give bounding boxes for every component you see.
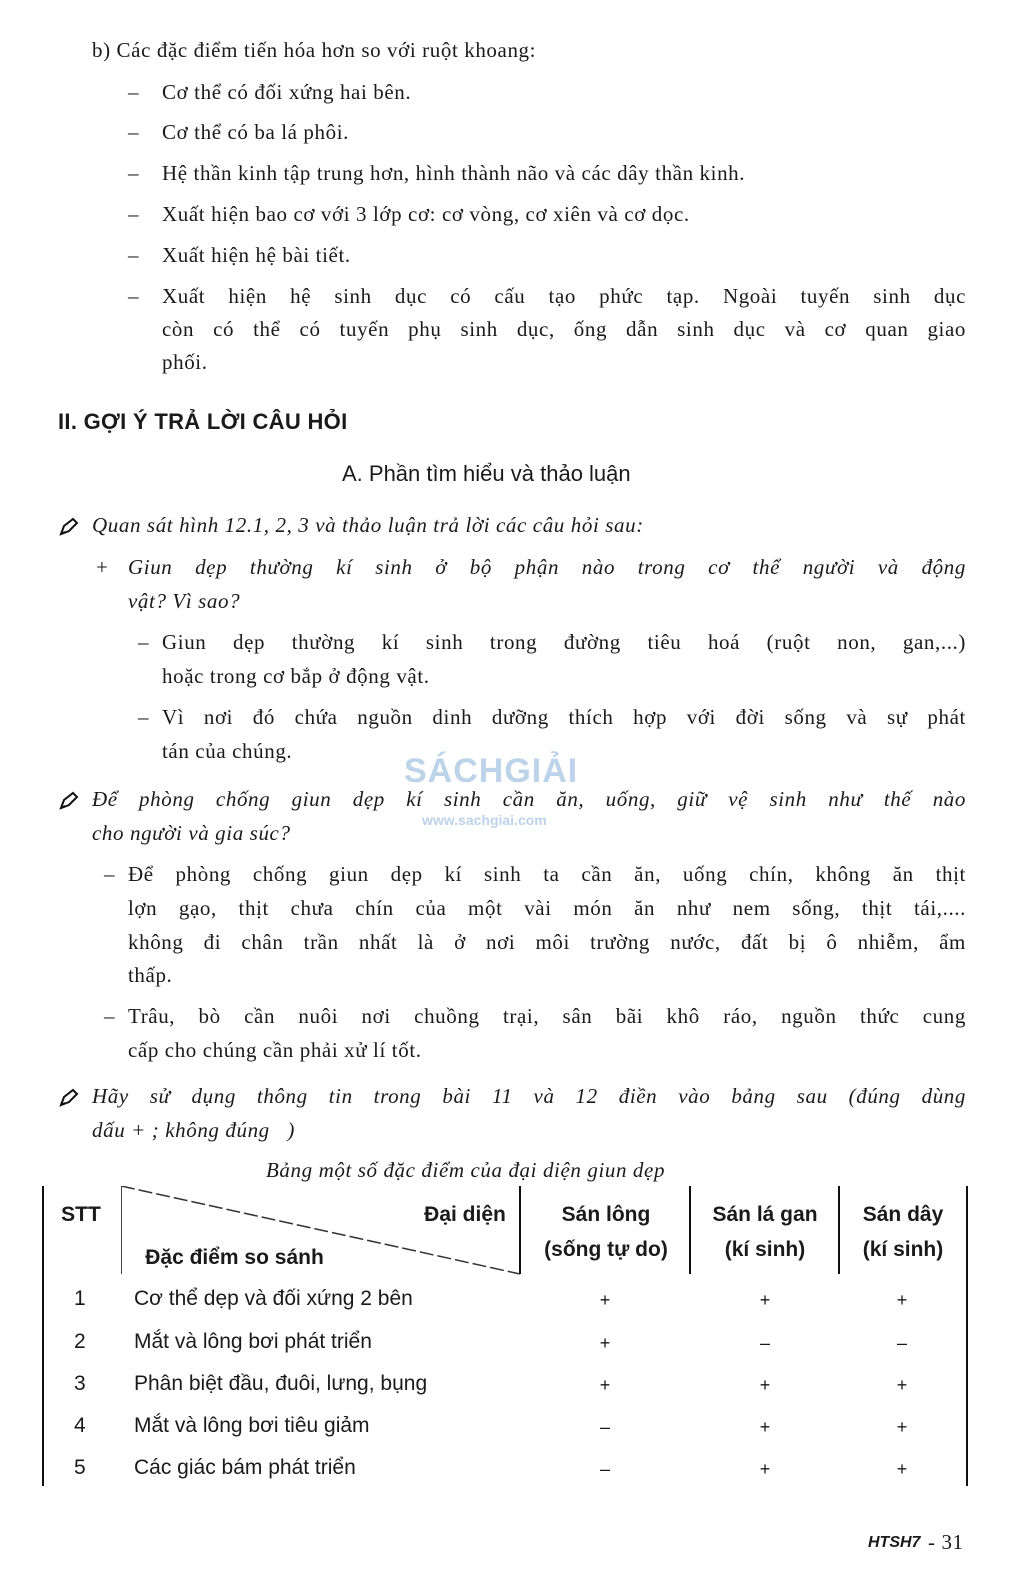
row-stt: 4 bbox=[74, 1414, 86, 1437]
answer-line: không đi chân trần nhất là ở nơi môi trường nước, đất bị ô nhiễm, ẩm bbox=[128, 930, 966, 954]
list-item: Cơ thể có đối xứng hai bên. bbox=[162, 80, 412, 104]
row-mark: + bbox=[896, 1290, 908, 1310]
section-subheading: A. Phần tìm hiểu và thảo luận bbox=[342, 461, 631, 486]
question-text: Quan sát hình 12.1, 2, 3 và thảo luận trả lời các câu hỏi sau: bbox=[92, 513, 644, 537]
row-mark: + bbox=[599, 1375, 611, 1395]
answer-line: thấp. bbox=[128, 963, 173, 987]
answer-line: tán của chúng. bbox=[162, 739, 293, 763]
pencil-icon bbox=[58, 516, 80, 538]
row-mark: + bbox=[599, 1290, 611, 1310]
plus-bullet: + bbox=[96, 555, 109, 579]
list-item-line: còn có thể có tuyến phụ sinh dục, ống dẫn sinh dục và cơ quan giao bbox=[162, 317, 966, 341]
page-number: - 31 bbox=[928, 1530, 964, 1554]
header-san-day: Sán dây bbox=[862, 1203, 944, 1226]
question-line: Để phòng chống giun dẹp kí sinh cần ăn, uống, giữ vệ sinh như thế nào bbox=[92, 787, 966, 811]
header-dac-diem: Đặc điểm so sánh bbox=[145, 1246, 324, 1269]
row-mark: + bbox=[896, 1375, 908, 1395]
section-b-intro: b) Các đặc điểm tiến hóa hơn so với ruột khoang: bbox=[92, 38, 537, 62]
pencil-icon bbox=[58, 790, 80, 812]
bullet-dash: – bbox=[128, 243, 139, 267]
row-mark: + bbox=[759, 1290, 771, 1310]
list-item: Xuất hiện hệ bài tiết. bbox=[162, 243, 351, 267]
answer-line: Vì nơi đó chứa nguồn dinh dưỡng thích hợp với đời sống và sự phát bbox=[162, 705, 966, 729]
table-col-divider bbox=[689, 1186, 691, 1274]
bullet-dash: – bbox=[138, 705, 149, 729]
row-feature: Mắt và lông bơi tiêu giảm bbox=[134, 1414, 370, 1437]
header-san-la-gan: Sán lá gan bbox=[712, 1203, 818, 1226]
list-item-line: phối. bbox=[162, 350, 208, 374]
row-mark: + bbox=[759, 1459, 771, 1479]
pencil-icon bbox=[58, 1087, 80, 1109]
row-mark: – bbox=[599, 1417, 610, 1437]
answer-line: cấp cho chúng cần phải xử lí tốt. bbox=[128, 1038, 422, 1062]
row-mark: – bbox=[759, 1333, 770, 1353]
question-line: dấu + ; không đúng ) bbox=[92, 1118, 295, 1142]
answer-line: Giun dẹp thường kí sinh trong đường tiêu hoá (ruột non, gan,...) bbox=[162, 630, 966, 654]
bullet-dash: – bbox=[128, 284, 139, 308]
header-san-long-note: (sống tự do) bbox=[544, 1238, 668, 1261]
header-san-day-note: (kí sinh) bbox=[862, 1238, 944, 1261]
bullet-dash: – bbox=[128, 202, 139, 226]
sub-question-line: vật? Vì sao? bbox=[128, 589, 241, 613]
answer-line: Trâu, bò cần nuôi nơi chuồng trại, sân bãi khô ráo, nguồn thức cung bbox=[128, 1004, 966, 1028]
list-item: Hệ thần kinh tập trung hơn, hình thành não và các dây thần kinh. bbox=[162, 161, 746, 185]
row-stt: 5 bbox=[74, 1456, 86, 1479]
row-feature: Cơ thể dẹp và đối xứng 2 bên bbox=[134, 1287, 413, 1310]
row-feature: Mắt và lông bơi phát triển bbox=[134, 1330, 372, 1353]
bullet-dash: – bbox=[128, 120, 139, 144]
table-border-left bbox=[42, 1186, 44, 1486]
row-mark: – bbox=[599, 1459, 610, 1479]
question-line: cho người và gia súc? bbox=[92, 821, 291, 845]
question-line: Hãy sử dụng thông tin trong bài 11 và 12 điền vào bảng sau (đúng dùng bbox=[92, 1084, 966, 1108]
table-caption: Bảng một số đặc điểm của đại diện giun dẹp bbox=[266, 1158, 666, 1182]
row-stt: 3 bbox=[74, 1372, 86, 1395]
footer-code: HTSH7 bbox=[868, 1534, 921, 1551]
list-item: Cơ thể có ba lá phôi. bbox=[162, 120, 349, 144]
table-col-divider bbox=[838, 1186, 840, 1274]
row-mark: + bbox=[896, 1417, 908, 1437]
header-san-la-gan-note: (kí sinh) bbox=[724, 1238, 806, 1261]
row-mark: – bbox=[896, 1333, 907, 1353]
answer-line: Để phòng chống giun dẹp kí sinh ta cần ăn, uống chín, không ăn thịt bbox=[128, 862, 966, 886]
bullet-dash: – bbox=[128, 80, 139, 104]
row-stt: 1 bbox=[74, 1287, 86, 1310]
header-stt: STT bbox=[61, 1203, 101, 1226]
bullet-dash: – bbox=[104, 862, 115, 886]
row-mark: + bbox=[599, 1333, 611, 1353]
row-mark: + bbox=[896, 1459, 908, 1479]
watermark-logo: SÁCHGIẢI bbox=[404, 752, 579, 790]
header-san-long: Sán lông bbox=[561, 1203, 651, 1226]
table-border-right bbox=[966, 1186, 968, 1486]
answer-line: hoặc trong cơ bắp ở động vật. bbox=[162, 664, 430, 688]
row-mark: + bbox=[759, 1375, 771, 1395]
row-stt: 2 bbox=[74, 1330, 86, 1353]
bullet-dash: – bbox=[138, 630, 149, 654]
answer-line: lợn gạo, thịt chưa chín của một vài món ăn như nem sống, thịt tái,.... bbox=[128, 896, 966, 920]
bullet-dash: – bbox=[128, 161, 139, 185]
row-feature: Phân biệt đầu, đuôi, lưng, bụng bbox=[134, 1372, 428, 1395]
row-feature: Các giác bám phát triển bbox=[134, 1456, 356, 1479]
watermark-url: www.sachgiai.com bbox=[422, 812, 547, 828]
sub-question-line: Giun dẹp thường kí sinh ở bộ phận nào trong cơ thể người và động bbox=[128, 555, 966, 579]
header-dai-dien: Đại diện bbox=[424, 1203, 506, 1226]
section-heading: II. GỢI Ý TRẢ LỜI CÂU HỎI bbox=[58, 409, 348, 434]
list-item: Xuất hiện bao cơ với 3 lớp cơ: cơ vòng, cơ xiên và cơ dọc. bbox=[162, 202, 690, 226]
row-mark: + bbox=[759, 1417, 771, 1437]
bullet-dash: – bbox=[104, 1004, 115, 1028]
list-item-line: Xuất hiện hệ sinh dục có cấu tạo phức tạp. Ngoài tuyến sinh dục bbox=[162, 284, 966, 308]
